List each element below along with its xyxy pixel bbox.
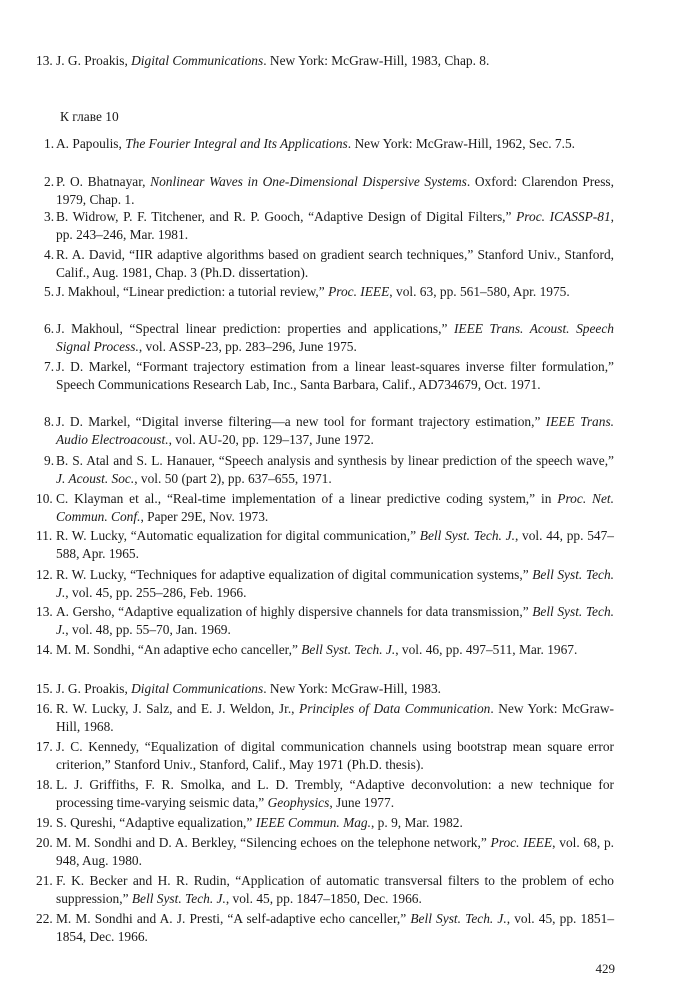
reference-item: 11. R. W. Lucky, “Automatic equalization for digital communication,” Bell Syst. Tech. J., vol. 44, pp. 547–588, Apr. 1965. [36, 528, 614, 561]
reference-item: 14. M. M. Sondhi, “An adaptive echo canceller,” Bell Syst. Tech. J., vol. 46, pp. 497–511, Mar. 1967. [36, 642, 578, 657]
reference-item: 16. R. W. Lucky, J. Salz, and E. J. Weldon, Jr., Principles of Data Communication. New York: McGraw-Hill, 1968. [36, 701, 614, 734]
reference-number: 13. [36, 53, 53, 68]
reference-item: 6. J. Makhoul, “Spectral linear prediction: properties and applications,” IEEE Trans. Acoust. Speech Signal Process., vol. ASSP-23, pp. 283–296, June 1975. [44, 321, 614, 354]
reference-item: 13. A. Gersho, “Adaptive equalization of highly dispersive channels for data transmission,” Bell Syst. Tech. J., vol. 48, pp. 55–70, Jan. 1969. [36, 604, 614, 637]
reference-item: 5. J. Makhoul, “Linear prediction: a tutorial review,” Proc. IEEE, vol. 63, pp. 561–580, Apr. 1975. [44, 284, 570, 299]
reference-item: 12. R. W. Lucky, “Techniques for adaptive equalization of digital communication systems,” Bell Syst. Tech. J., vol. 45, pp. 255–286, Feb. 1966. [36, 567, 614, 600]
reference-item: 4. R. A. David, “IIR adaptive algorithms based on gradient search techniques,” Stanford Univ., Stanford, Calif., Aug. 1981, Chap. 3 (Ph.D. dissertation). [44, 247, 614, 280]
reference-item: 10. C. Klayman et al., “Real-time implementation of a linear predictive coding system,” in Proc. Net. Commun. Conf., Paper 29E, Nov. 1973. [36, 491, 614, 524]
reference-item: 20. M. M. Sondhi and D. A. Berkley, “Silencing echoes on the telephone network,” Proc. IEEE, vol. 68, p. 948, Aug. 1980. [36, 835, 614, 868]
reference-item: 17. J. C. Kennedy, “Equalization of digital communication channels using bootstrap mean square error criterion,” Stanford Univ., Stanford, Calif., May 1971 (Ph.D. thesis). [36, 739, 614, 772]
reference-item: 2. P. O. Bhatnayar, Nonlinear Waves in One-Dimensional Dispersive Systems. Oxford: Clarendon Press, 1979, Chap. 1. [44, 174, 614, 207]
reference-item: 22. M. M. Sondhi and A. J. Presti, “A self-adaptive echo canceller,” Bell Syst. Tech. J., vol. 45, pp. 1851–1854, Dec. 1966. [36, 911, 615, 944]
reference-item: 13. J. G. Proakis, Digital Communications. New York: McGraw-Hill, 1983, Chap. 8. [36, 53, 490, 68]
reference-item: 1. A. Papoulis, The Fourier Integral and Its Applications. New York: McGraw-Hill, 1962, Sec. 7.5. [44, 136, 576, 151]
reference-item: 15. J. G. Proakis, Digital Communications. New York: McGraw-Hill, 1983. [36, 681, 441, 696]
reference-item: 7. J. D. Markel, “Formant trajectory estimation from a linear least-squares inverse filter formulation,” Speech Communications Research Lab, Inc., Santa Barbara, Calif., AD734679, Oct. 1971. [44, 359, 614, 392]
reference-item: 8. J. D. Markel, “Digital inverse filtering—a new tool for formant trajectory estimation,” IEEE Trans. Audio Electroacoust., vol. AU-20, pp. 129–137, June 1972. [44, 414, 614, 447]
reference-item: 21. F. K. Becker and H. R. Rudin, “Application of automatic transversal filters to the problem of echo suppression,” Bell Syst. Tech. J., vol. 45, pp. 1847–1850, Dec. 1966. [36, 873, 614, 906]
page-number: 429 [595, 961, 615, 976]
reference-item: 19. S. Qureshi, “Adaptive equalization,” IEEE Commun. Mag., p. 9, Mar. 1982. [36, 815, 463, 830]
reference-item: 9. B. S. Atal and S. L. Hanauer, “Speech analysis and synthesis by linear prediction of the speech wave,” J. Acoust. Soc., vol. 50 (part 2), pp. 637–655, 1971. [44, 453, 614, 486]
reference-item: 18. L. J. Griffiths, F. R. Smolka, and L. D. Trembly, “Adaptive deconvolution: a new technique for processing time-varying seismic data,” Geophysics, June 1977. [36, 777, 614, 810]
reference-item: 3. B. Widrow, P. F. Titchener, and R. P. Gooch, “Adaptive Design of Digital Filters,” Proc. ICASSP-81, pp. 243–246, Mar. 1981. [44, 209, 614, 242]
section-heading: К главе 10 [60, 109, 119, 124]
